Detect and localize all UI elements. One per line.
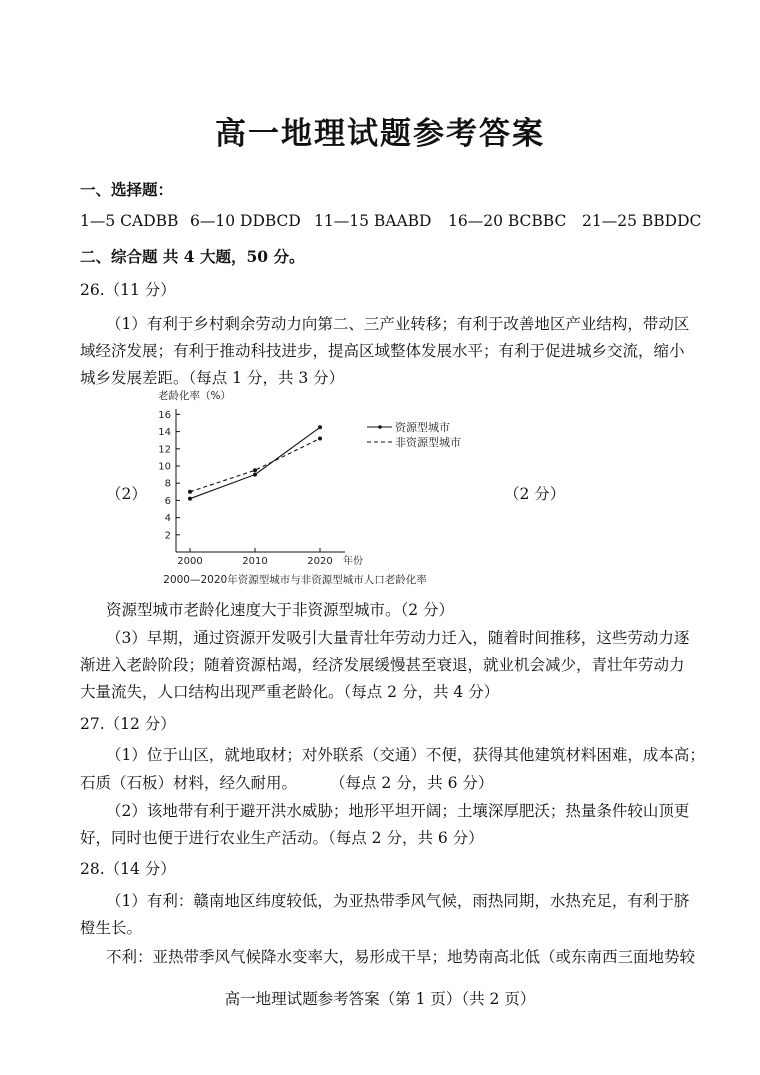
x-axis-label: 年份	[343, 556, 363, 567]
q28-p1-line: 不利：亚热带季风气候降水变率大，易形成干旱；地势南高北低（或东南西三面地势较	[106, 948, 696, 966]
page-title: 高一地理试题参考答案	[215, 116, 545, 152]
data-point	[318, 425, 322, 429]
mc-answer-group: 1—5 CADBB	[80, 212, 179, 230]
q28-p1-line: （1）有利：赣南地区纬度较低，为亚热带季风气候，雨热同期，水热充足，有利于脐	[106, 892, 690, 910]
data-point	[188, 497, 192, 501]
q26-p3-line: 大量流失，人口结构出现严重老龄化。（每点 2 分，共 4 分）	[80, 683, 500, 701]
y-tick-label: 6	[164, 495, 171, 507]
q27-p1-score: （每点 2 分，共 6 分）	[330, 774, 494, 792]
y-tick-label: 16	[158, 409, 171, 421]
q27-header: 27.（12 分）	[80, 715, 176, 733]
q26-p3-line: （3）早期，通过资源开发吸引大量青壮年劳动力迁入，随着时间推移，这些劳动力逐	[106, 629, 690, 647]
q27-p2-line: 好，同时也便于进行农业生产活动。（每点 2 分，共 6 分）	[80, 829, 484, 847]
q27-p1-line: 石质（石板）材料，经久耐用。	[80, 774, 298, 792]
legend-label: 非资源型城市	[395, 436, 461, 449]
aging-rate-chart	[140, 383, 500, 588]
q26-p2-label: （2）	[106, 485, 147, 503]
series-line-non-resource-city	[190, 438, 320, 491]
y-tick-label: 12	[158, 444, 171, 456]
y-tick-label: 14	[158, 427, 171, 439]
page-footer: 高一地理试题参考答案（第 1 页）（共 2 页）	[224, 990, 536, 1008]
data-point	[318, 436, 322, 440]
aging-rate-chart-svg	[140, 383, 500, 588]
mc-answer-group: 16—20 BCBBC	[448, 212, 567, 230]
section1-heading: 一、选择题：	[80, 180, 174, 199]
q26-header: 26.（11 分）	[80, 281, 176, 299]
legend-marker	[378, 425, 382, 429]
q26-p3-line: 渐进入老龄阶段；随着资源枯竭，经济发展缓慢甚至衰退，就业机会减少，青壮年劳动力	[80, 656, 685, 674]
y-tick-label: 2	[164, 530, 171, 542]
q26-p1-line: 城乡发展差距。（每点 1 分，共 3 分）	[80, 369, 345, 387]
series-line-resource-city	[190, 427, 320, 498]
q26-p1-line: 域经济发展；有利于推动科技进步，提高区域整体发展水平；有利于促进城乡交流，缩小	[80, 342, 685, 360]
x-tick-label: 2010	[242, 556, 268, 567]
q27-p1-line: （1）位于山区，就地取材；对外联系（交通）不便，获得其他建筑材料困难，成本高；	[106, 746, 705, 764]
q26-p2-score: （2 分）	[504, 485, 566, 503]
y-tick-label: 10	[158, 461, 171, 473]
section2-heading: 二、综合题 共 4 大题，50 分。	[80, 247, 305, 266]
data-point	[253, 473, 257, 477]
x-tick-label: 2020	[307, 556, 333, 567]
y-tick-label: 4	[164, 513, 171, 525]
mc-answer-group: 11—15 BAABD	[314, 212, 432, 230]
mc-answers	[80, 212, 701, 230]
mc-answer-group: 6—10 DDBCD	[190, 212, 301, 230]
q27-p2-line: （2）该地带有利于避开洪水威胁；地形平坦开阔；土壤深厚肥沃；热量条件较山顶更	[106, 802, 690, 820]
data-point	[253, 468, 257, 472]
chart-title: 2000—2020年资源型城市与非资源型城市人口老龄化率	[163, 574, 427, 586]
q26-p2-conclusion: 资源型城市老龄化速度大于非资源型城市。（2 分）	[106, 601, 455, 619]
q28-p1-line: 橙生长。	[80, 919, 143, 937]
mc-answer-group: 21—25 BBDDC	[582, 212, 702, 230]
y-axis-label: 老龄化率（%）	[158, 390, 231, 402]
q28-header: 28.（14 分）	[80, 860, 176, 878]
y-tick-label: 8	[164, 478, 171, 490]
legend-label: 资源型城市	[395, 421, 450, 434]
q26-p1-line: （1）有利于乡村剩余劳动力向第二、三产业转移；有利于改善地区产业结构，带动区	[106, 315, 690, 333]
x-tick-label: 2000	[177, 556, 203, 567]
data-point	[188, 490, 192, 494]
